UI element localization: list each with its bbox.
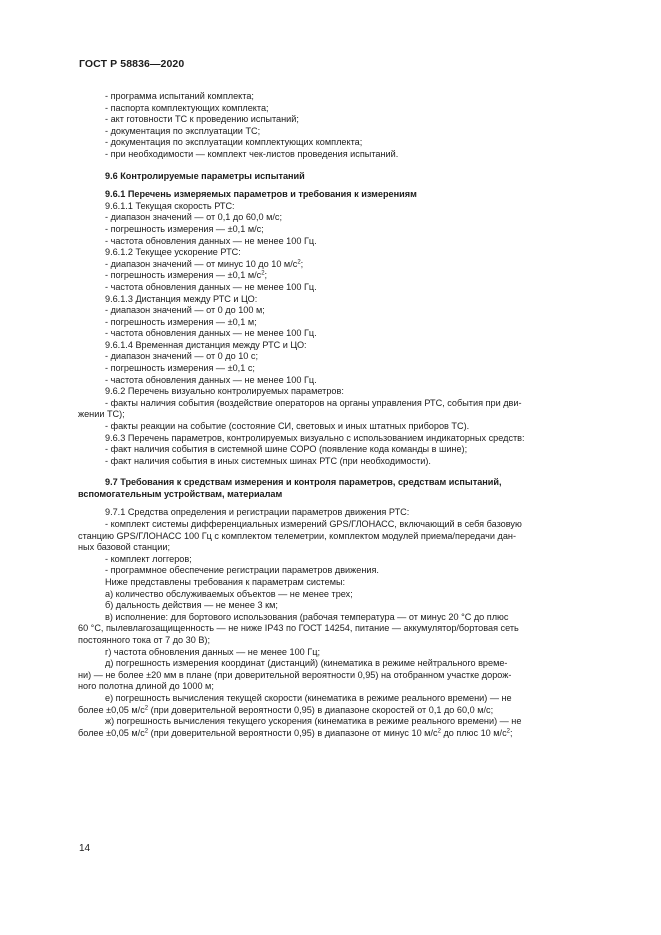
requirement-item: а) количество обслуживаемых объектов — не менее трех; bbox=[105, 588, 353, 599]
requirement-continuation: ного полотна длиной до 1000 м; bbox=[78, 681, 214, 692]
section-heading-9-7-continuation: вспомогательным устройствам, материалам bbox=[78, 489, 283, 500]
list-item: - комплект логгеров; bbox=[105, 553, 192, 564]
list-item: - частота обновления данных — не менее 100 Гц. bbox=[105, 328, 317, 339]
list-item: - диапазон значений — от минус 10 до 10 $м/с^2$; bbox=[105, 258, 304, 269]
clause-9-6-2-title: 9.6.2 Перечень визуально контролируемых параметров: bbox=[105, 386, 344, 397]
list-item: - программное обеспечение регистрации параметров движения. bbox=[105, 565, 379, 576]
list-item: - погрешность измерения — ±0,1 м/с; bbox=[105, 223, 264, 234]
requirement-continuation: более ±0,05 $м/с^2$ (при доверительной вероятности 0,95) в диапазоне скоростей от 0,1 до 60,0 м/с; bbox=[78, 704, 494, 715]
requirement-item: б) дальность действия — не менее 3 км; bbox=[105, 600, 278, 611]
list-item: - погрешность измерения — ±0,1 м; bbox=[105, 316, 257, 327]
list-item: - акт готовности ТС к проведению испытаний; bbox=[105, 114, 299, 125]
list-item: - факты реакции на событие (состояние СИ, световых и иных штатных приборов ТС). bbox=[105, 421, 470, 432]
list-item: - частота обновления данных — не менее 100 Гц. bbox=[105, 281, 317, 292]
list-item: - факт наличия события в иных системных шинах РТС (при необходимости). bbox=[105, 455, 431, 466]
clause-9-6-1-2-title: 9.6.1.2 Текущее ускорение РТС: bbox=[105, 247, 241, 258]
list-item: - документация по эксплуатации комплектующих комплекта; bbox=[105, 137, 363, 148]
section-heading-9-6-1: 9.6.1 Перечень измеряемых параметров и требования к измерениям bbox=[105, 189, 417, 200]
requirement-continuation: 60 °С, пылевлагозащищенность — не ниже IP43 по ГОСТ 14254, питание — аккумулятор/бортовая сеть bbox=[78, 623, 519, 634]
clause-9-6-1-1-title: 9.6.1.1 Текущая скорость РТС: bbox=[105, 200, 235, 211]
list-item: - диапазон значений — от 0 до 10 с; bbox=[105, 351, 258, 362]
list-item: - погрешность измерения — ±0,1 $м/с^2$; bbox=[105, 270, 268, 281]
list-item: - документация по эксплуатации ТС; bbox=[105, 125, 261, 136]
list-item: - диапазон значений — от 0 до 100 м; bbox=[105, 305, 265, 316]
document-header: ГОСТ Р 58836—2020 bbox=[79, 58, 185, 70]
list-item: - при необходимости — комплект чек-листов проведения испытаний. bbox=[105, 148, 399, 159]
requirement-item: г) частота обновления данных — не менее 100 Гц; bbox=[105, 646, 320, 657]
section-heading-9-7: 9.7 Требования к средствам измерения и контроля параметров, средствам испытаний, bbox=[105, 477, 502, 488]
list-item: - частота обновления данных — не менее 100 Гц. bbox=[105, 374, 317, 385]
list-item-continuation: ных базовой станции; bbox=[78, 542, 171, 553]
list-item: - факт наличия события в системной шине СОРО (появление кода команды в шине); bbox=[105, 444, 468, 455]
section-heading-9-6: 9.6 Контролируемые параметры испытаний bbox=[105, 170, 305, 181]
requirement-item: д) погрешность измерения координат (дистанций) (кинематика в режиме нейтрального време- bbox=[105, 658, 508, 669]
list-item-continuation: жении ТС); bbox=[78, 409, 125, 420]
list-documents bbox=[105, 91, 586, 161]
list-item: - частота обновления данных — не менее 100 Гц. bbox=[105, 235, 317, 246]
list-item: - диапазон значений — от 0,1 до 60,0 м/с; bbox=[105, 212, 283, 223]
list-item-continuation: станцию GPS/ГЛОНАСС 100 Гц с комплектом телеметрии, комплектом модулей приема/передачи дан- bbox=[78, 530, 516, 541]
clause-9-6-1-3-title: 9.6.1.3 Дистанция между РТС и ЦО: bbox=[105, 293, 258, 304]
requirement-continuation: постоянного тока от 7 до 30 В); bbox=[78, 634, 210, 645]
list-item: - факты наличия события (воздействие операторов на органы управления РТС, события при дви- bbox=[105, 397, 522, 408]
document-body bbox=[78, 91, 586, 739]
requirement-item: ж) погрешность вычисления текущего ускорения (кинематика в режиме реального времени) — не bbox=[105, 716, 522, 727]
requirement-continuation: ни) — не более ±20 мм в плане (при доверительной вероятности 0,95) на отобранном участке дорож- bbox=[78, 669, 512, 680]
page-number: 14 bbox=[79, 843, 91, 854]
clause-9-7-1-title: 9.7.1 Средства определения и регистрации параметров движения РТС: bbox=[105, 507, 410, 518]
list-item: - погрешность измерения — ±0,1 с; bbox=[105, 363, 255, 374]
requirement-item: е) погрешность вычисления текущей скорости (кинематика в режиме реального времени) — не bbox=[105, 692, 512, 703]
list-item: - программа испытаний комплекта; bbox=[105, 91, 254, 101]
list-item: - паспорта комплектующих комплекта; bbox=[105, 102, 269, 113]
requirement-continuation: более ±0,05 $м/с^2$ (при доверительной вероятности 0,95) в диапазоне от минус 10 $м/с^2$ до плюс 10 $м/с^2$; bbox=[78, 727, 513, 738]
paragraph: Ниже представлены требования к параметрам системы: bbox=[105, 576, 346, 587]
clause-9-6-1-4-title: 9.6.1.4 Временная дистанция между РТС и ЦО: bbox=[105, 339, 307, 350]
requirement-item: в) исполнение: для бортового использования (рабочая температура — от минус 20 °С до плюс bbox=[105, 611, 509, 622]
list-item: - комплект системы дифференциальных измерений GPS/ГЛОНАСС, включающий в себя базовую bbox=[105, 519, 522, 529]
clause-9-6-3-title: 9.6.3 Перечень параметров, контролируемых визуально с использованием индикаторных средств: bbox=[105, 432, 525, 443]
